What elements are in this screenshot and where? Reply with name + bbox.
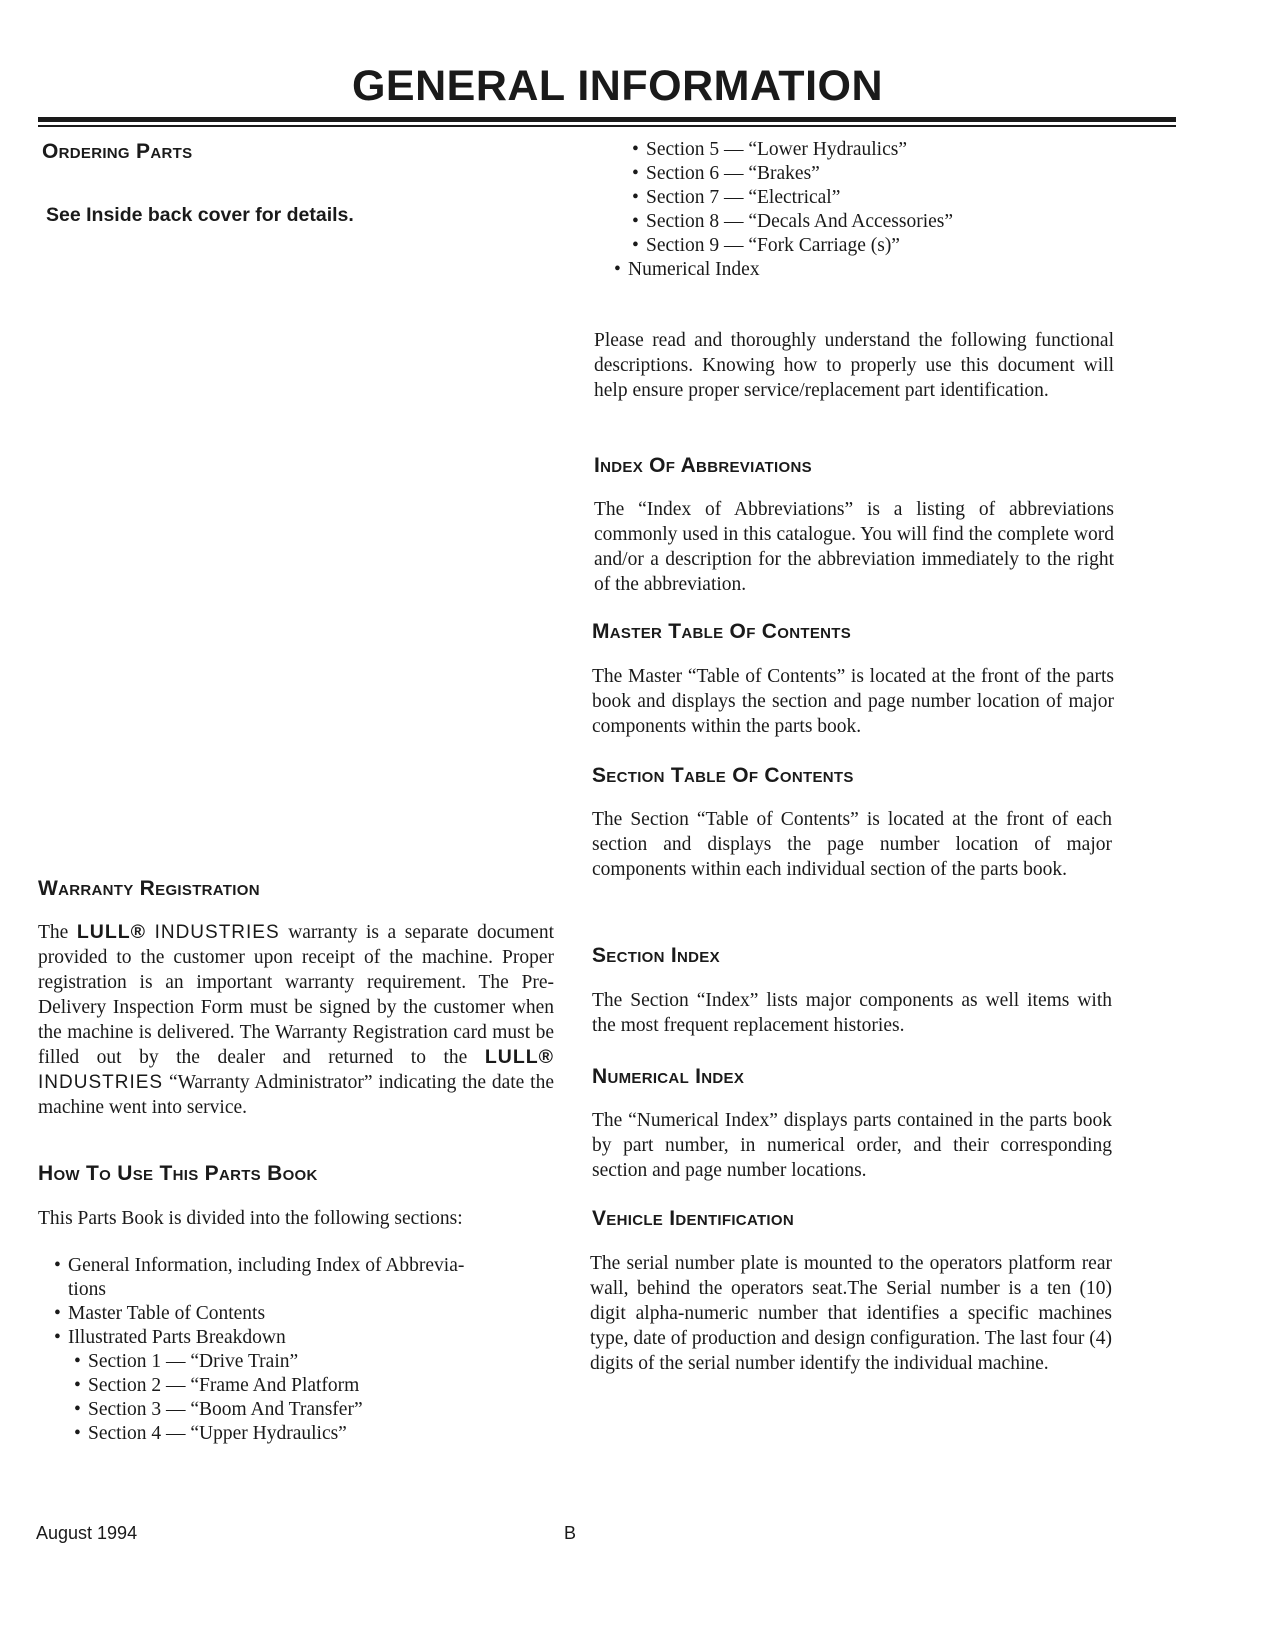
list-item: • Section 2 — “Frame And Platform <box>74 1375 360 1396</box>
abbreviations-heading: Index Of Abbreviations <box>594 454 812 477</box>
section-index-heading: Section Index <box>592 944 720 967</box>
section-toc-heading: Section Table Of Contents <box>592 764 854 787</box>
footer-date: August 1994 <box>36 1523 138 1543</box>
list-item: • Section 8 — “Decals And Accessories” <box>632 211 954 232</box>
brand-name-2: LULL® <box>484 1046 555 1068</box>
ordering-parts-note: See Inside back cover for details. <box>46 204 354 226</box>
list-item: • Master Table of Contents <box>54 1303 266 1324</box>
warranty-paragraph: The LULL® INDUSTRIES warranty is a separate document provided to the customer upon receipt of the machine. Proper registration is an important warranty requirement. The Pre-Delivery Inspection Form must be signed by the customer when the machine is delivered. The Warranty Registration card must be filled out by the dealer and returned to the LULL® INDUSTRIES “Warranty Administrator” indicating the date the machine went into service. <box>38 921 555 1118</box>
abbreviations-paragraph: The “Index of Abbreviations” is a listing of abbreviations commonly used in this catalogue. You will find the complete word and/or a description for the abbreviation immediately to the right of the abbreviation. <box>594 499 1114 595</box>
vehicle-id-paragraph: The serial number plate is mounted to the operators platform rear wall, behind the operators seat.The Serial number is a ten (10) digit alpha-numeric number that identifies a specific machines type, date of production and design configuration. The last four (4) digits of the serial number identify the individual machine. <box>590 1253 1112 1374</box>
list-item: tions <box>68 1279 106 1300</box>
brand-name: LULL® <box>76 921 147 943</box>
intro-paragraph: Please read and thoroughly understand the following functional descriptions. Knowing how to properly use this document will help ensure proper service/replacement part identification. <box>594 330 1114 401</box>
list-item: • Numerical Index <box>614 259 760 280</box>
list-item: • Section 4 — “Upper Hydraulics” <box>74 1423 347 1444</box>
warranty-heading: Warranty Registration <box>38 877 260 900</box>
master-toc-heading: Master Table Of Contents <box>592 620 852 643</box>
howto-heading: How To Use This Parts Book <box>38 1162 318 1185</box>
brand-suffix-2: INDUSTRIES <box>38 1072 164 1093</box>
list-item: • Section 3 — “Boom And Transfer” <box>74 1399 363 1420</box>
numerical-index-heading: Numerical Index <box>592 1065 745 1088</box>
list-item: • Section 7 — “Electrical” <box>632 187 841 208</box>
list-item: • Section 9 — “Fork Carriage (s)” <box>632 235 900 256</box>
page-number: B <box>564 1523 577 1543</box>
list-item: • Section 5 — “Lower Hydraulics” <box>632 139 908 160</box>
list-item: • Illustrated Parts Breakdown <box>54 1327 286 1348</box>
page-title: GENERAL INFORMATION <box>351 62 884 110</box>
list-item: • General Information, including Index of Abbrevia- <box>54 1255 465 1276</box>
section-toc-paragraph: The Section “Table of Contents” is located at the front of each section and displays the page number location of major components within each individual section of the parts book. <box>592 809 1112 880</box>
title-rule <box>38 117 1176 122</box>
section-index-paragraph: The Section “Index” lists major components as well items with the most frequent replacement histories. <box>592 990 1112 1036</box>
title-rule-thin <box>38 125 1176 127</box>
list-item: • Section 1 — “Drive Train” <box>74 1351 299 1372</box>
ordering-parts-heading: Ordering Parts <box>42 140 193 163</box>
vehicle-id-heading: Vehicle Identification <box>592 1207 794 1230</box>
list-item: • Section 6 — “Brakes” <box>632 163 820 184</box>
brand-suffix: INDUSTRIES <box>154 922 280 943</box>
howto-intro: This Parts Book is divided into the following sections: <box>38 1208 463 1229</box>
master-toc-paragraph: The Master “Table of Contents” is located at the front of the parts book and displays the section and page number location of major components within the parts book. <box>592 666 1114 737</box>
numerical-index-paragraph: The “Numerical Index” displays parts contained in the parts book by part number, in numerical order, and their corresponding section and page number locations. <box>592 1110 1112 1181</box>
